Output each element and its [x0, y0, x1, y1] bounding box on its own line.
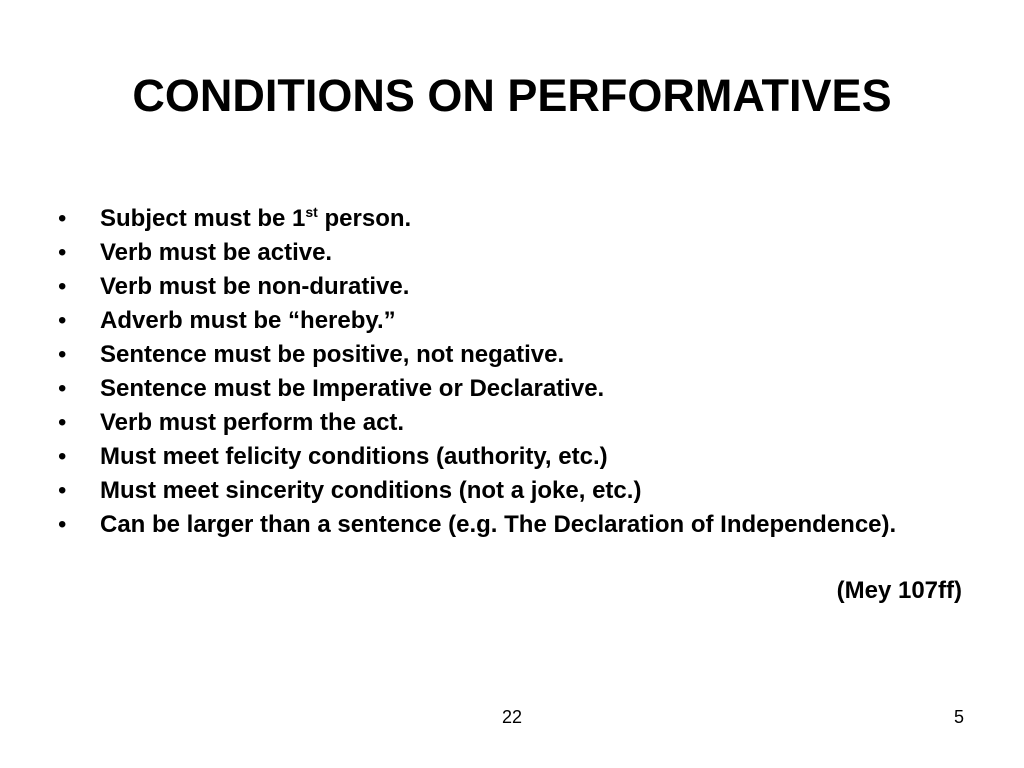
bullet-text: Sentence must be Imperative or Declarative.: [100, 375, 605, 402]
bullet-list: [56, 205, 956, 545]
bullet-text: Must meet sincerity conditions (not a joke, etc.): [100, 477, 642, 504]
bullet-dot-icon: •: [58, 443, 67, 470]
bullet-text: Sentence must be positive, not negative.: [100, 341, 565, 368]
bullet-item-perform-act: [56, 409, 956, 437]
bullet-text: Subject must be 1: [100, 205, 306, 232]
bullet-dot-icon: •: [58, 273, 67, 300]
bullet-dot-icon: •: [58, 239, 67, 266]
bullet-item-hereby: [56, 307, 956, 335]
bullet-text: person.: [317, 205, 412, 232]
bullet-dot-icon: •: [58, 205, 67, 232]
bullet-dot-icon: •: [58, 375, 67, 402]
bullet-text: Verb must be non-durative.: [100, 273, 410, 300]
bullet-item-mood: [56, 375, 956, 403]
bullet-item-first-person: [56, 205, 956, 233]
bullet-item-non-durative: [56, 273, 956, 301]
bullet-item-positive: [56, 341, 956, 369]
bullet-text: Verb must be active.: [100, 239, 333, 266]
bullet-dot-icon: •: [58, 409, 67, 436]
slide-title: CONDITIONS ON PERFORMATIVES: [132, 70, 892, 121]
bullet-text: Can be larger than a sentence (e.g. The Declaration of Independence).: [100, 511, 897, 538]
bullet-item-larger-than-sentence: [56, 511, 956, 539]
bullet-text: Verb must perform the act.: [100, 409, 405, 436]
bullet-dot-icon: •: [58, 307, 67, 334]
bullet-item-active-verb: [56, 239, 956, 267]
bullet-text: Adverb must be “hereby.”: [100, 307, 396, 334]
citation: (Mey 107ff): [836, 577, 962, 604]
footer-page-label: 22: [501, 707, 523, 727]
bullet-dot-icon: •: [58, 341, 67, 368]
bullet-dot-icon: •: [58, 477, 67, 504]
bullet-dot-icon: •: [58, 511, 67, 538]
ordinal-superscript: st: [305, 204, 318, 220]
bullet-item-sincerity: [56, 477, 956, 505]
slide-number: 5: [953, 707, 964, 727]
bullet-text: Must meet felicity conditions (authority, etc.): [100, 443, 608, 470]
bullet-item-felicity: [56, 443, 956, 471]
